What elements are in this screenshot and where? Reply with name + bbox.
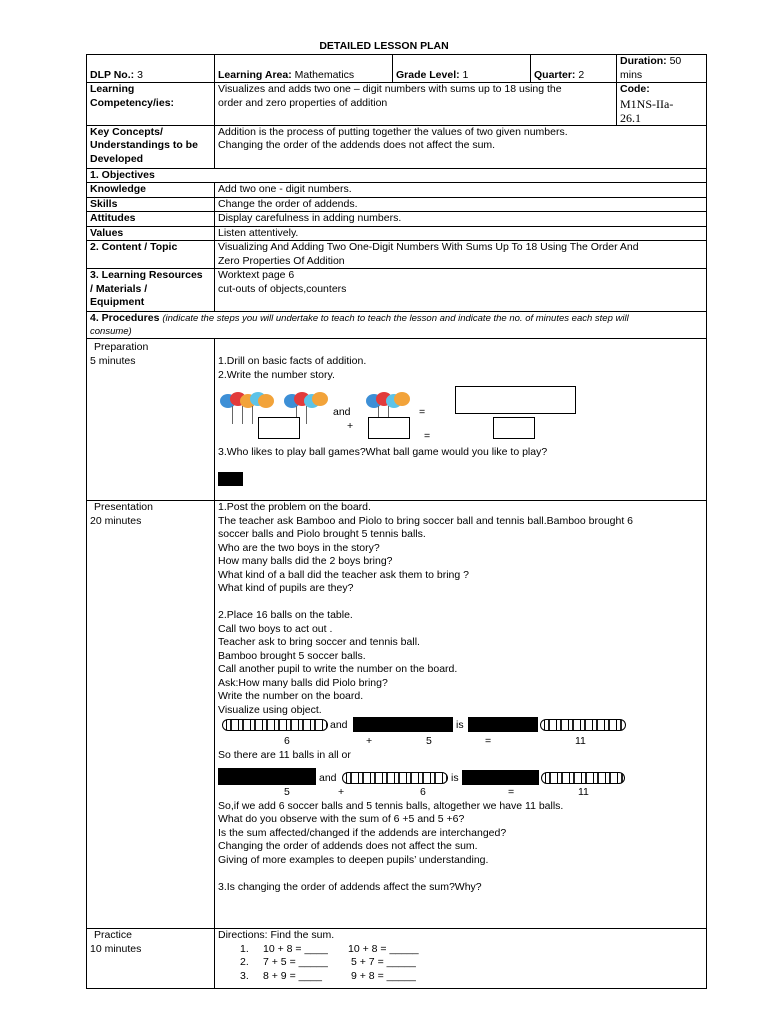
practice-item: 3. 8 + 9 = ____ 9 + 8 = _____ bbox=[240, 969, 416, 982]
objective-label: Skills bbox=[87, 197, 215, 212]
tennis-balls-icon bbox=[353, 717, 453, 732]
resources-row bbox=[87, 269, 707, 312]
competency-label: Learning Competency/ies: bbox=[87, 83, 215, 126]
figure-and-label: and bbox=[333, 406, 351, 418]
objectives-heading-row bbox=[87, 168, 707, 183]
resources-label: 3. Learning Resources / Materials / Equipment bbox=[87, 269, 215, 312]
code-value-1: M1NS-IIa- bbox=[620, 96, 674, 111]
preparation-label: Preparation 5 minutes bbox=[87, 339, 215, 501]
visual-equation: and is bbox=[218, 768, 703, 786]
objective-value: Change the order of addends. bbox=[215, 197, 707, 212]
objective-row bbox=[87, 183, 707, 198]
procedures-heading-row bbox=[87, 312, 707, 339]
practice-label: Practice 10 minutes bbox=[87, 929, 215, 989]
key-concepts-row bbox=[87, 125, 707, 168]
soccer-balls-icon bbox=[222, 719, 328, 731]
duration-value: 50 bbox=[669, 55, 682, 67]
objective-label: Knowledge bbox=[87, 183, 215, 198]
tennis-balls-icon bbox=[468, 717, 538, 732]
tennis-balls-icon bbox=[462, 770, 539, 785]
dlp-cell: DLP No.: 3 bbox=[87, 55, 215, 83]
lesson-plan-table bbox=[86, 54, 707, 989]
presentation-content: 1.Post the problem on the board. The teacher ask Bamboo and Piolo to bring soccer ball and tennis ball.Bamboo brought 6 soccer balls and Piolo brought 5 tennis balls. Who are the two boys in the story? How many balls did the 2 boys bring? What kind of a ball did the teacher ask them to bring ? What kind of pupils are they? 2.Place 16 balls on the table. Call two boys to act out . Teacher ask to bring soccer and tennis ball. Bamboo brought 5 soccer balls. Call another pupil to write the number on the board. Ask:How many balls did Piolo bring? Write the number on the board. Visualize using object. and is 6 + 5 = 11 So there are 11 balls in all or and is 5 + 6 = 11 So,if we add 6 soccer balls and 5 tennis balls, altogether we have 11 balls. What do you observe with the sum of 6 +5 and 5 +6? Is the sum affected/changed if the addends are interchanged? Changing the order of addends does not affect the sum. Giving of more examples to deepen pupils’ understanding. 3.Is changing the order of addends affect the sum?Why? bbox=[215, 501, 707, 929]
resources-text: Worktext page 6 cut-outs of objects,counters bbox=[215, 269, 707, 312]
presentation-row bbox=[87, 501, 707, 929]
practice-item: 2. 7 + 5 = _____ 5 + 7 = _____ bbox=[240, 956, 416, 968]
learning-area-cell: Learning Area: Mathematics bbox=[215, 55, 393, 83]
equation-numbers: 6 + 5 = 11 bbox=[284, 735, 586, 747]
preparation-row bbox=[87, 339, 707, 501]
tennis-balls-icon bbox=[218, 768, 316, 785]
objective-row bbox=[87, 226, 707, 241]
objective-value: Display carefulness in adding numbers. bbox=[215, 212, 707, 227]
visual-equation: and is bbox=[218, 717, 703, 735]
answer-box bbox=[368, 417, 410, 439]
objective-value: Listen attentively. bbox=[215, 226, 707, 241]
soccer-balls-icon bbox=[540, 719, 626, 731]
key-concepts-label: Key Concepts/ Understandings to be Developed bbox=[87, 125, 215, 168]
soccer-balls-icon bbox=[541, 772, 625, 784]
code-value-2: 26.1 bbox=[620, 110, 641, 125]
content-label: 2. Content / Topic bbox=[87, 241, 215, 269]
soccer-balls-icon bbox=[342, 772, 448, 784]
procedures-heading: 4. Procedures (indicate the steps you will undertake to teach to teach the lesson and indicate the no. of minutes each step will consume) bbox=[87, 312, 707, 339]
dlp-value: 3 bbox=[137, 68, 143, 81]
competency-text: Visualizes and adds two one – digit numbers with sums up to 18 using the order and zero properties of addition bbox=[215, 83, 617, 126]
figure-plus-label: + bbox=[347, 420, 354, 432]
competency-row bbox=[87, 83, 707, 126]
practice-row bbox=[87, 929, 707, 989]
page-title: DETAILED LESSON PLAN bbox=[319, 40, 449, 52]
content-text: Visualizing And Adding Two One-Digit Numbers With Sums Up To 18 Using The Order And Zero Properties Of Addition bbox=[215, 241, 707, 269]
number-story-figure: and = + = 3.Who likes to play ball games?What ball game would you like to play? bbox=[218, 382, 703, 470]
figure-equals-label: = bbox=[424, 430, 431, 442]
duration-cell: Duration: 50 mins bbox=[617, 55, 707, 83]
figure-equals-label: = bbox=[419, 406, 426, 418]
objective-value: Add two one - digit numbers. bbox=[215, 183, 707, 198]
objective-row bbox=[87, 197, 707, 212]
quarter-cell: Quarter: 2 bbox=[531, 55, 617, 83]
grade-level-cell: Grade Level: 1 bbox=[393, 55, 531, 83]
grade-level-value: 1 bbox=[462, 68, 469, 81]
objective-label: Values bbox=[87, 226, 215, 241]
answer-box bbox=[493, 417, 535, 439]
quarter-value: 2 bbox=[578, 68, 585, 81]
learning-area-value: Mathematics bbox=[294, 68, 355, 81]
content-row bbox=[87, 241, 707, 269]
code-cell: Code: M1NS-IIa- 26.1 bbox=[617, 83, 707, 126]
objective-label: Attitudes bbox=[87, 212, 215, 227]
header-row bbox=[87, 55, 707, 83]
objective-row bbox=[87, 212, 707, 227]
practice-item: 1. 10 + 8 = ____ 10 + 8 = _____ bbox=[240, 942, 419, 955]
equation-numbers: 5 + 6 = 11 bbox=[284, 786, 589, 798]
objectives-heading: 1. Objectives bbox=[87, 168, 707, 183]
redacted-mark bbox=[218, 472, 243, 486]
practice-content: Directions: Find the sum. 1. 10 + 8 = ____ 10 + 8 = _____ 2. 7 + 5 = _____ 5 + 7 = _____ 3. 8 + 9 = ____ 9 + 8 = _____ bbox=[215, 929, 707, 989]
procedures-note: (indicate the steps you will undertake to teach to teach the lesson and indicate the no. of minutes each step will bbox=[162, 313, 629, 324]
preparation-content: 1.Drill on basic facts of addition. 2.Write the number story. and = + = 3.Who likes to play ball games?What ball game would you like to play? bbox=[215, 339, 707, 501]
answer-box bbox=[455, 386, 576, 414]
answer-box bbox=[258, 417, 300, 439]
key-concepts-text: Addition is the process of putting together the values of two given numbers. Changing the order of the addends does not affect the sum. bbox=[215, 125, 707, 168]
presentation-label: Presentation 20 minutes bbox=[87, 501, 215, 929]
